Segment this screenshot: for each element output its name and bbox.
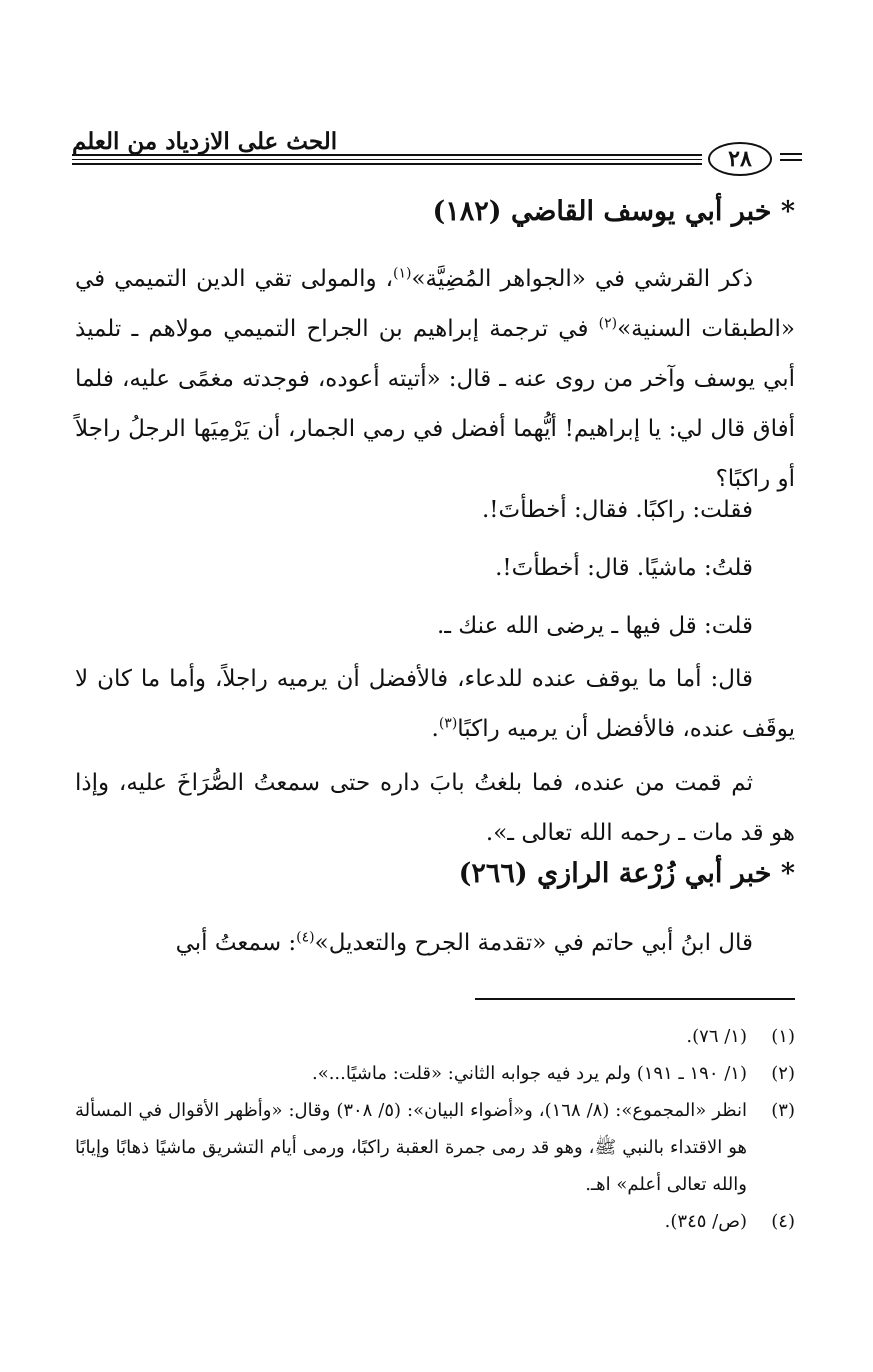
- paragraph: [75, 254, 795, 504]
- paragraph-text: قال ابنُ أبي حاتم في «تقدمة الجرح والتعديل»: [314, 930, 753, 956]
- paragraph-answer: [75, 654, 795, 754]
- dialogue: [75, 490, 795, 664]
- footnote: [75, 1203, 795, 1240]
- footnote-separator: [475, 998, 795, 1000]
- footnote-number: (٤): [771, 1211, 795, 1232]
- footnote: [75, 1092, 795, 1203]
- footnote-number: (١): [771, 1026, 795, 1047]
- footnote: [75, 1055, 795, 1092]
- footnote-text: (١/ ٧٦).: [686, 1026, 747, 1047]
- paragraph-text: ذكر القرشي في «الجواهر المُضِيَّة»: [411, 266, 753, 292]
- section-heading: [75, 196, 795, 227]
- header-rule: [72, 163, 702, 165]
- paragraph-text: في ترجمة إبراهيم بن الجراح التميمي مولاهم ـ تلميذ أبي يوسف وآخر من روى عنه ـ قال: «أتيته أعوده، فوجدته مغمًى عليه، فلما أفاق قال لي: يا إبراهيم! أيُّهما أفضل في رمي الجمار، أن يَرْمِيَها الرجلُ راجلاً أو راكبًا؟: [75, 316, 796, 492]
- paragraph-ibrahim-story: [75, 254, 795, 504]
- header-title: الحث على الازدياد من العلم: [72, 128, 338, 155]
- paragraph-death: ثم قمت من عنده، فما بلغتُ بابَ داره حتى سمعتُ الصُّرَاخَ عليه، وإذا هو قد مات ـ رحمه الله تعالى ـ».: [75, 770, 795, 846]
- dialogue-line: قلت: قل فيها ـ يرضى الله عنك ـ.: [436, 613, 753, 639]
- footnote-number: (٣): [771, 1100, 795, 1121]
- dialogue-line: فقلت: راكبًا. فقال: أخطأتَ!.: [481, 497, 753, 523]
- footnote: [75, 1018, 795, 1055]
- running-header: [72, 122, 802, 172]
- paragraph: [75, 918, 795, 968]
- header-rule: [780, 153, 802, 155]
- header-rule: [72, 154, 702, 156]
- header-rule: [72, 159, 702, 160]
- heading-abu-yusuf: * خبر أبي يوسف القاضي (١٨٢): [432, 196, 795, 227]
- paragraph-text: ، والمولى تقي الدين التميمي في «الطبقات السنية»: [75, 266, 795, 342]
- paragraph: [75, 654, 795, 754]
- heading-abu-zura: * خبر أبي زُرْعة الرازي (٢٦٦): [458, 858, 795, 889]
- header-rule: [780, 159, 802, 161]
- footnotes: [75, 1018, 795, 1240]
- footnote-number: (٢): [771, 1063, 795, 1084]
- footnote-text: انظر «المجموع»: (٨/ ١٦٨)، و«أضواء البيان»: (٥/ ٣٠٨) وقال: «وأظهر الأقوال في المسألة هو الاقتداء بالنبي ﷺ، وهو قد رمى جمرة العقبة راكبًا، ورمى أيام التشريق ماشيًا ذهابًا وإيابًا والله تعالى أعلم» اهـ.: [75, 1100, 747, 1195]
- paragraph-text: : سمعتُ أبي: [175, 930, 297, 956]
- footnote-text: (١/ ١٩٠ ـ ١٩١) ولم يرد فيه جوابه الثاني: «قلت: ماشيًا...».: [311, 1063, 747, 1084]
- paragraph-text: .: [431, 716, 439, 742]
- section-heading: [75, 858, 795, 889]
- paragraph: [75, 758, 795, 858]
- footnote-ref: (٤): [296, 929, 315, 946]
- footnote-text: (ص/ ٣٤٥).: [664, 1211, 747, 1232]
- dialogue-line: قلتُ: ماشيًا. قال: أخطأتَ!.: [495, 555, 753, 581]
- footnote-ref: (٢): [598, 315, 618, 332]
- paragraph-text: قال: أما ما يوقف عنده للدعاء، فالأفضل أن يرميه راجلاً، وأما ما كان لا يوقَف عنده، فالأفضل أن يرميه راكبًا: [75, 666, 795, 742]
- footnote-ref: (٣): [438, 715, 458, 732]
- paragraph-ibn-abi-hatim: [75, 918, 795, 968]
- page-number: ٢٨: [708, 142, 772, 176]
- footnote-ref: (١): [393, 265, 412, 282]
